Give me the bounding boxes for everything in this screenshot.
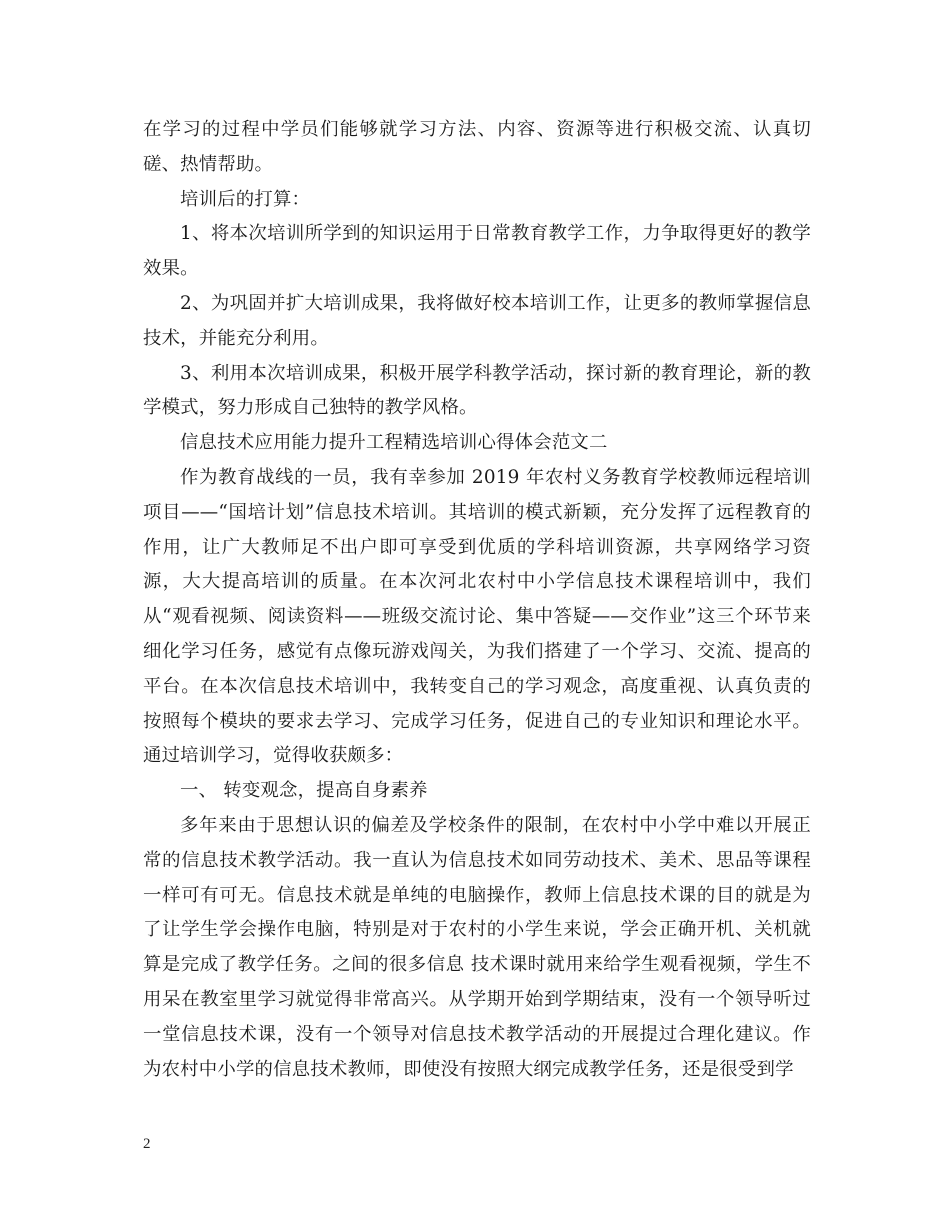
list-item: 3、利用本次培训成果，积极开展学科教学活动，探讨新的教育理论，新的教学模式，努力形成自己独特的教学风格。 (143, 362, 811, 419)
paragraph: 多年来由于思想认识的偏差及学校条件的限制，在农村中小学中难以开展正常的信息技术教学活动。我一直认为信息技术如同劳动技术、美术、思品等课程一样可有可无。信息技术就是单纯的电脑操作，教师上信息技术课的目的就是为了让学生学会操作电脑，特别是对于农村的小学生来说，学会正确开机、关机就算是完成了教学任务。之间的很多信息 技术课时就用来给学生观看视频，学生不用呆在教室里学习就觉得非常高兴。从学期开始到学期结束，没有一个领导听过一堂信息技术课，没有一个领导对信息技术教学活动的开展提过合理化建议。作为农村中小学的信息技术教师，即使没有按照大纲完成教学任务，还是很受到学 (143, 814, 811, 1080)
section-heading: 一、 转变观念，提高自身素养 (180, 780, 428, 802)
paragraph: 在学习的过程中学员们能够就学习方法、内容、资源等进行积极交流、认真切磋、热情帮助。 (143, 119, 811, 175)
document-body (143, 113, 811, 1087)
section-heading-plans: 培训后的打算： (180, 188, 311, 210)
list-item: 1、将本次培训所学到的知识运用于日常教育教学工作，力争取得更好的教学效果。 (143, 223, 811, 280)
page-number: 2 (143, 1136, 151, 1152)
article-title: 信息技术应用能力提升工程精选培训心得体会范文二 (180, 432, 608, 454)
list-item: 2、为巩固并扩大培训成果，我将做好校本培训工作，让更多的教师掌握信息技术，并能充分利用。 (143, 292, 811, 349)
paragraph: 作为教育战线的一员，我有幸参加 2019 年农村义务教育学校教师远程培训项目——“国培计划”信息技术培训。其培训的模式新颖，充分发挥了远程教育的作用，让广大教师足不出户即可享受到优质的学科培训资源，共享网络学习资源，大大提高培训的质量。在本次河北农村中小学信息技术课程培训中，我们从“观看视频、阅读资料——班级交流讨论、集中答疑——交作业”这三个环节来细化学习任务，感觉有点像玩游戏闯关，为我们搭建了一个学习、交流、提高的平台。在本次信息技术培训中，我转变自己的学习观念，高度重视、认真负责的按照每个模块的要求去学习、完成学习任务，促进自己的专业知识和理论水平。通过培训学习，觉得收获颇多： (143, 466, 811, 767)
